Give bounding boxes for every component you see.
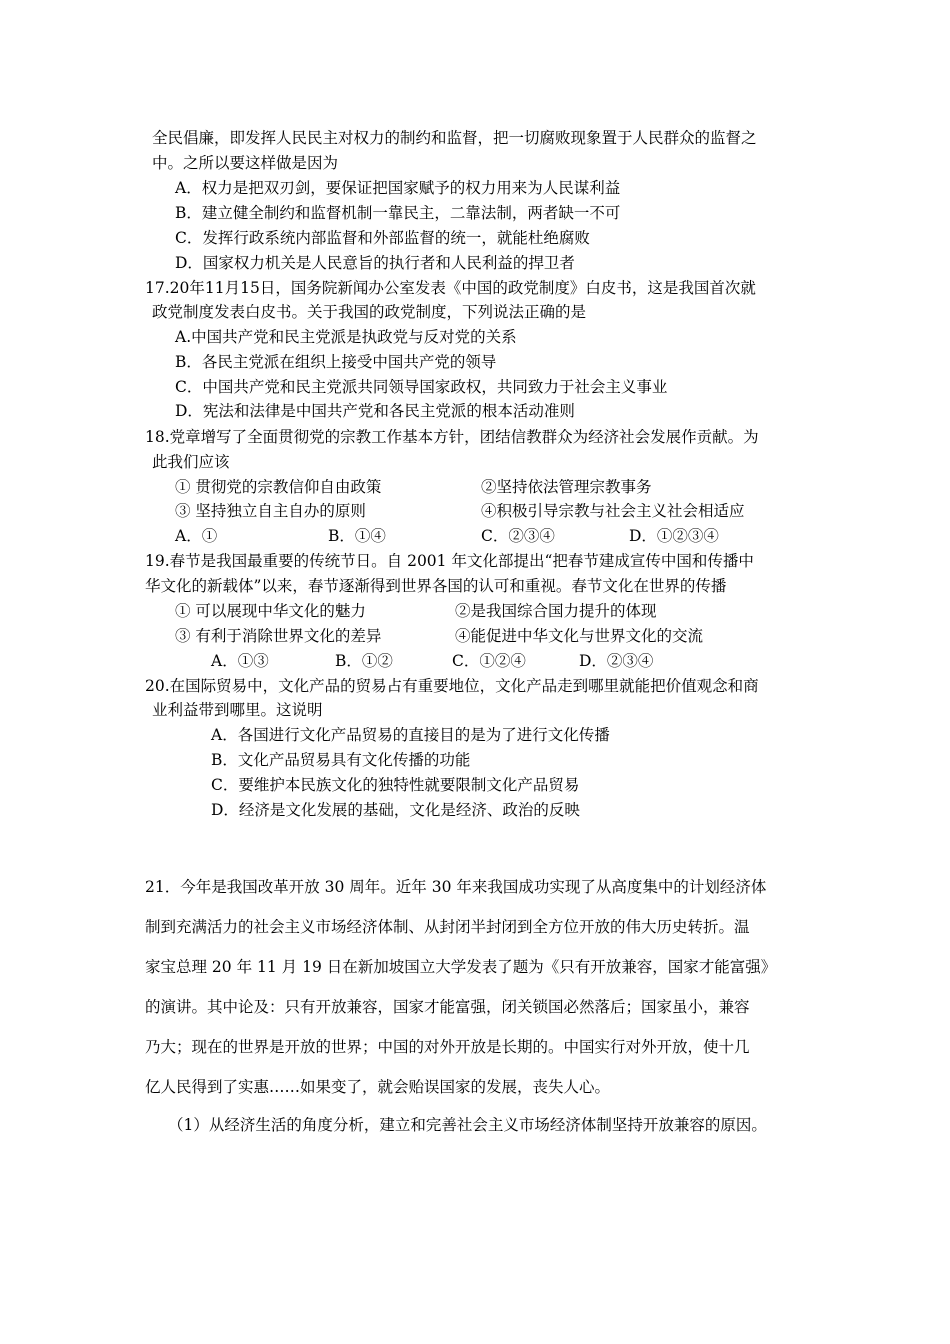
q21-line-1: 21．今年是我国改革开放 30 周年。近年 30 年来我国成功实现了从高度集中的计划经济体 xyxy=(145,878,767,896)
q18-item-3: ③ 坚持独立自主自办的原则 xyxy=(175,502,366,520)
q20-option-a: A．各国进行文化产品贸易的直接目的是为了进行文化传播 xyxy=(211,726,610,744)
q16-option-b: B．建立健全制约和监督机制一靠民主，二靠法制，两者缺一不可 xyxy=(175,204,621,222)
q17-line-1: 17.20年11月15日，国务院新闻办公室发表《中国的政党制度》白皮书，这是我国首次就 xyxy=(145,279,756,297)
q21-line-3: 家宝总理 20 年 11 月 19 日在新加坡国立大学发表了题为《只有开放兼容，国家才能富强》 xyxy=(145,958,777,976)
q16-option-d: D．国家权力机关是人民意旨的执行者和人民利益的捍卫者 xyxy=(175,254,575,272)
q18-item-4: ④积极引导宗教与社会主义社会相适应 xyxy=(481,502,745,520)
q19-item-2: ②是我国综合国力提升的体现 xyxy=(455,602,657,620)
q18-choice-d: D．①②③④ xyxy=(629,527,719,545)
q20-line-2: 业利益带到哪里。这说明 xyxy=(152,701,323,719)
q18-item-2: ②坚持依法管理宗教事务 xyxy=(481,478,652,496)
q21-sub-question-1: （1）从经济生活的角度分析，建立和完善社会主义市场经济体制坚持开放兼容的原因。 xyxy=(168,1116,767,1134)
q19-choice-b: B．①② xyxy=(335,652,393,670)
q19-item-3: ③ 有利于消除世界文化的差异 xyxy=(175,627,382,645)
q18-item-1: ① 贯彻党的宗教信仰自由政策 xyxy=(175,478,382,496)
q20-option-b: B．文化产品贸易具有文化传播的功能 xyxy=(211,751,471,769)
q16-option-a: A．权力是把双刃剑，要保证把国家赋予的权力用来为人民谋利益 xyxy=(175,179,621,197)
q18-line-2: 此我们应该 xyxy=(152,453,230,471)
q17-option-b: B．各民主党派在组织上接受中国共产党的领导 xyxy=(175,353,497,371)
q18-choice-a: A．① xyxy=(175,527,218,545)
q21-line-5: 乃大；现在的世界是开放的世界；中国的对外开放是长期的。中国实行对外开放，使十几 xyxy=(145,1038,750,1056)
q18-choice-c: C．②③④ xyxy=(481,527,555,545)
q19-line-1: 19.春节是我国最重要的传统节日。自 2001 年文化部提出“把春节建成宣传中国和传播中 xyxy=(145,552,754,570)
q19-choice-d: D．②③④ xyxy=(579,652,654,670)
q17-option-c: C．中国共产党和民主党派共同领导国家政权，共同致力于社会主义事业 xyxy=(175,378,668,396)
q21-line-2: 制到充满活力的社会主义市场经济体制、从封闭半封闭到全方位开放的伟大历史转折。温 xyxy=(145,918,750,936)
q19-line-2: 华文化的新载体”以来，春节逐渐得到世界各国的认可和重视。春节文化在世界的传播 xyxy=(145,577,727,595)
q19-item-1: ① 可以展现中华文化的魅力 xyxy=(175,602,366,620)
q20-line-1: 20.在国际贸易中，文化产品的贸易占有重要地位，文化产品走到哪里就能把价值观念和商 xyxy=(145,677,759,695)
q21-line-6: 亿人民得到了实惠……如果变了，就会贻误国家的发展，丧失人心。 xyxy=(145,1078,611,1096)
q19-choice-c: C．①②④ xyxy=(452,652,526,670)
q17-option-d: D．宪法和法律是中国共产党和各民主党派的根本活动准则 xyxy=(175,402,575,420)
q17-option-a: A.中国共产党和民主党派是执政党与反对党的关系 xyxy=(175,328,517,346)
q20-option-d: D．经济是文化发展的基础，文化是经济、政治的反映 xyxy=(211,801,580,819)
q18-line-1: 18.党章增写了全面贯彻党的宗教工作基本方针，团结信教群众为经济社会发展作贡献。为 xyxy=(145,428,759,446)
q16-line-2: 中。之所以要这样做是因为 xyxy=(152,154,339,172)
q21-line-4: 的演讲。其中论及：只有开放兼容，国家才能富强，闭关锁国必然落后；国家虽小，兼容 xyxy=(145,998,750,1016)
q18-choice-b: B．①④ xyxy=(328,527,386,545)
q20-option-c: C．要维护本民族文化的独特性就要限制文化产品贸易 xyxy=(211,776,580,794)
q19-item-4: ④能促进中华文化与世界文化的交流 xyxy=(455,627,704,645)
q16-line-1: 全民倡廉，即发挥人民民主对权力的制约和监督，把一切腐败现象置于人民群众的监督之 xyxy=(152,129,757,147)
q17-line-2: 政党制度发表白皮书。关于我国的政党制度，下列说法正确的是 xyxy=(152,303,587,321)
q19-choice-a: A．①③ xyxy=(211,652,269,670)
q16-option-c: C．发挥行政系统内部监督和外部监督的统一，就能杜绝腐败 xyxy=(175,229,590,247)
